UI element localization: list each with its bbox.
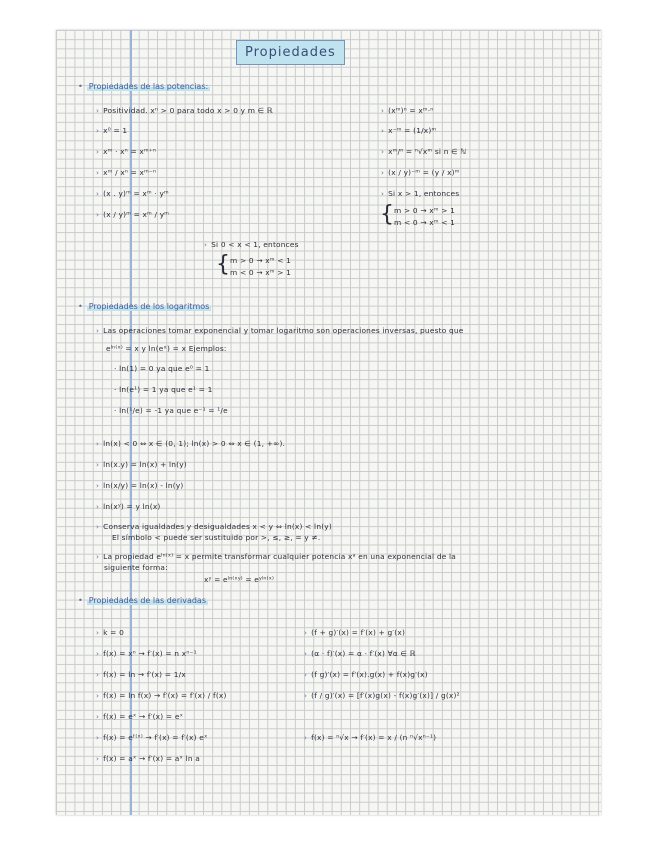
der-right-1: › (α · f)′(x) = α · f′(x) ∀α ∈ ℝ — [304, 649, 416, 658]
pot-left-3: › xᵐ / xⁿ = xᵐ⁻ⁿ — [96, 168, 157, 177]
der-right-2: › (f g)′(x) = f′(x).g(x) + f(x)g′(x) — [304, 670, 428, 679]
der-left-6: › f(x) = aˣ → f′(x) = aˣ ln a — [96, 754, 200, 763]
der-right-4: › f(x) = ⁿ√x → f′(x) = x / (n ⁿ√xⁿ⁻¹) — [304, 733, 437, 742]
brace-gt1: { — [380, 202, 394, 227]
log-line-7: › ln(x/y) = ln(x) - ln(y) — [96, 481, 184, 490]
pot-left-2: › xᵐ · xⁿ = xᵐ⁺ⁿ — [96, 147, 157, 156]
log-line-8: › ln(xʸ) = y ln(x) — [96, 502, 161, 511]
heading-logaritmos: • Propiedades de los logaritmos — [78, 302, 210, 311]
der-left-2: › f(x) = ln → f′(x) = 1/x — [96, 670, 186, 679]
log-line-1: eˡⁿ⁽ˣ⁾ = x y ln(eˣ) = x Ejemplos: — [106, 344, 227, 353]
log-line-6: › ln(x.y) = ln(x) + ln(y) — [96, 460, 187, 469]
der-right-3: › (f / g)′(x) = [f′(x)g(x) - f(x)g′(x)] / g(x)² — [304, 691, 460, 700]
page-title: Propiedades — [236, 40, 345, 65]
log-line-3: · ln(e¹) = 1 ya que e¹ = 1 — [114, 385, 213, 394]
log-line-11: › La propiedad eˡⁿ⁽ˣ⁾ = x permite transformar cualquier potencia xᵃ en una exponencial de la — [96, 552, 456, 561]
pot-left-5: › (x / y)ᵐ = xᵐ / yᵐ — [96, 210, 170, 219]
notebook-page — [56, 30, 601, 815]
case-gt1-0: m > 0 → xᵐ > 1 — [394, 206, 456, 215]
der-left-3: › f(x) = ln f(x) → f′(x) = f′(x) / f(x) — [96, 691, 227, 700]
heading-derivadas: • Propiedades de las derivadas — [78, 596, 206, 605]
der-right-0: › (f + g)′(x) = f′(x) + g′(x) — [304, 628, 406, 637]
case-lt1-0: m > 0 → xᵐ < 1 — [230, 256, 292, 265]
der-left-5: › f(x) = eᶠ⁽ˣ⁾ → f′(x) = f′(x) eˣ — [96, 733, 208, 742]
pot-right-0: › (xᵐ)ⁿ = xᵐ·ⁿ — [381, 106, 434, 115]
case-gt1-1: m < 0 → xᵐ < 1 — [394, 218, 456, 227]
der-left-4: › f(x) = eˣ → f′(x) = eˣ — [96, 712, 184, 721]
pot-right-1: › x⁻ᵐ = (1/x)ᵐ — [381, 126, 437, 135]
log-line-0: › Las operaciones tomar exponencial y tomar logaritmo son operaciones inversas, puesto que — [96, 326, 464, 335]
brace-lt1: { — [216, 252, 230, 277]
heading-potencias: • Propiedades de las potencias: — [78, 82, 209, 91]
pot-left-0: › Positividad. xⁿ > 0 para todo x > 0 y m ∈ ℝ — [96, 106, 273, 115]
der-left-0: › k = 0 — [96, 628, 125, 637]
log-line-5: › ln(x) < 0 ⇔ x ∈ (0, 1); ln(x) > 0 ⇔ x ∈ (1, +∞). — [96, 439, 286, 448]
log-line-2: · ln(1) = 0 ya que e⁰ = 1 — [114, 364, 210, 373]
case-lt1-1: m < 0 → xᵐ > 1 — [230, 268, 292, 277]
log-line-9: › Conserva igualdades y desigualdades x < y ⇔ ln(x) < ln(y) — [96, 522, 332, 531]
case-lt1-intro: › Si 0 < x < 1, entonces — [204, 240, 299, 249]
pot-right-2: › xᵐ/ⁿ = ⁿ√xᵐ si n ∈ ℕ — [381, 147, 467, 156]
log-line-13: xʸ = eˡⁿ⁽ˣʸ⁾ = eʸˡⁿ⁽ˣ⁾ — [204, 575, 275, 584]
log-line-4: · ln(¹/e) = -1 ya que e⁻¹ = ¹/e — [114, 406, 228, 415]
pot-right-3: › (x / y)⁻ᵐ = (y / x)ᵐ — [381, 168, 460, 177]
log-line-12: siguiente forma: — [104, 563, 168, 572]
log-line-10: El símbolo < puede ser sustituido por >, ≤, ≥, = y ≠. — [112, 533, 321, 542]
pot-right-4: › Si x > 1, entonces — [381, 189, 460, 198]
der-left-1: › f(x) = xⁿ → f′(x) = n xⁿ⁻¹ — [96, 649, 197, 658]
pot-left-4: › (x . y)ᵐ = xᵐ · yᵐ — [96, 189, 169, 198]
pot-left-1: › x⁰ = 1 — [96, 126, 128, 135]
